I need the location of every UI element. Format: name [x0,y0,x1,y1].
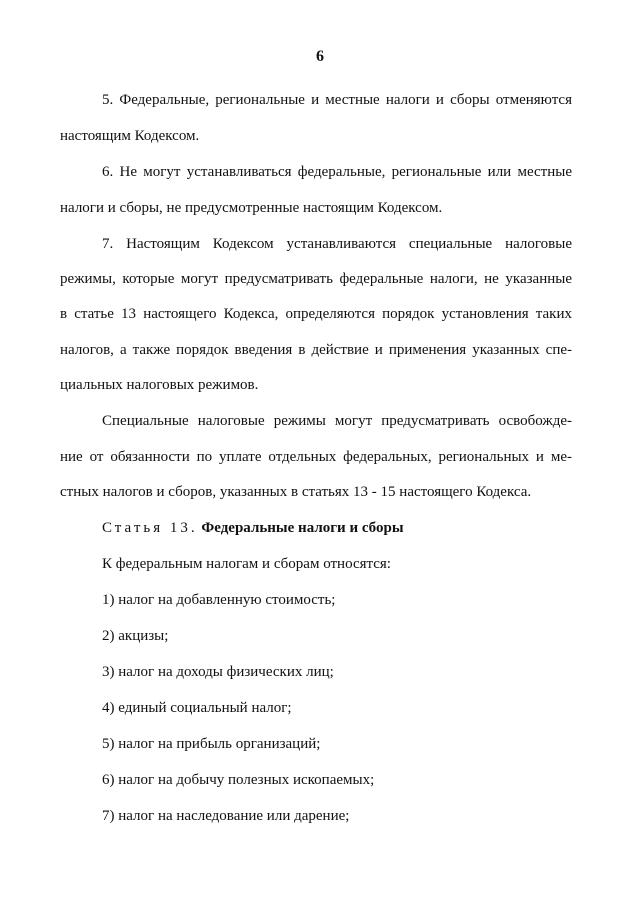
paragraph-7-line-5: циальных налоговых режимов. [60,377,259,393]
paragraph-6-line-1: 6. Не могут устанавливаться федеральные, региональные или местные [102,164,572,180]
article-13-title: Федеральные налоги и сборы [201,520,404,536]
article-13-heading [102,519,404,537]
list-item: 4) единый социальный налог; [102,700,292,716]
article-13-intro: К федеральным налогам и сборам относятся: [102,556,391,572]
paragraph-6-line-2: налоги и сборы, не предусмотренные настоящим Кодексом. [60,200,443,216]
special-regimes-line-3: стных налогов и сборов, указанных в статьях 13 - 15 настоящего Кодекса. [60,484,532,500]
list-item: 1) налог на добавленную стоимость; [102,592,336,608]
paragraph-7-line-4: налогов, а также порядок введения в действие и применения указанных спе- [60,342,572,358]
paragraph-5-line-1: 5. Федеральные, региональные и местные налоги и сборы отменяются [102,92,572,108]
paragraph-7-line-3: в статье 13 настоящего Кодекса, определяются порядок установления таких [60,306,572,322]
list-item: 5) налог на прибыль организаций; [102,736,321,752]
list-item: 2) акцизы; [102,628,169,644]
paragraph-7-line-2: режимы, которые могут предусматривать федеральные налоги, не указанные [60,271,572,287]
list-item: 3) налог на доходы физических лиц; [102,664,334,680]
paragraph-7-line-1: 7. Настоящим Кодексом устанавливаются специальные налоговые [102,236,572,252]
page-number: 6 [316,48,324,65]
special-regimes-line-2: ние от обязанности по уплате отдельных федеральных, региональных и ме- [60,449,572,465]
special-regimes-line-1: Специальные налоговые режимы могут предусматривать освобожде- [102,413,572,429]
list-item: 6) налог на добычу полезных ископаемых; [102,772,375,788]
paragraph-5-line-2: настоящим Кодексом. [60,128,200,144]
article-13-label: Статья 13. [102,520,198,536]
list-item: 7) налог на наследование или дарение; [102,808,350,824]
